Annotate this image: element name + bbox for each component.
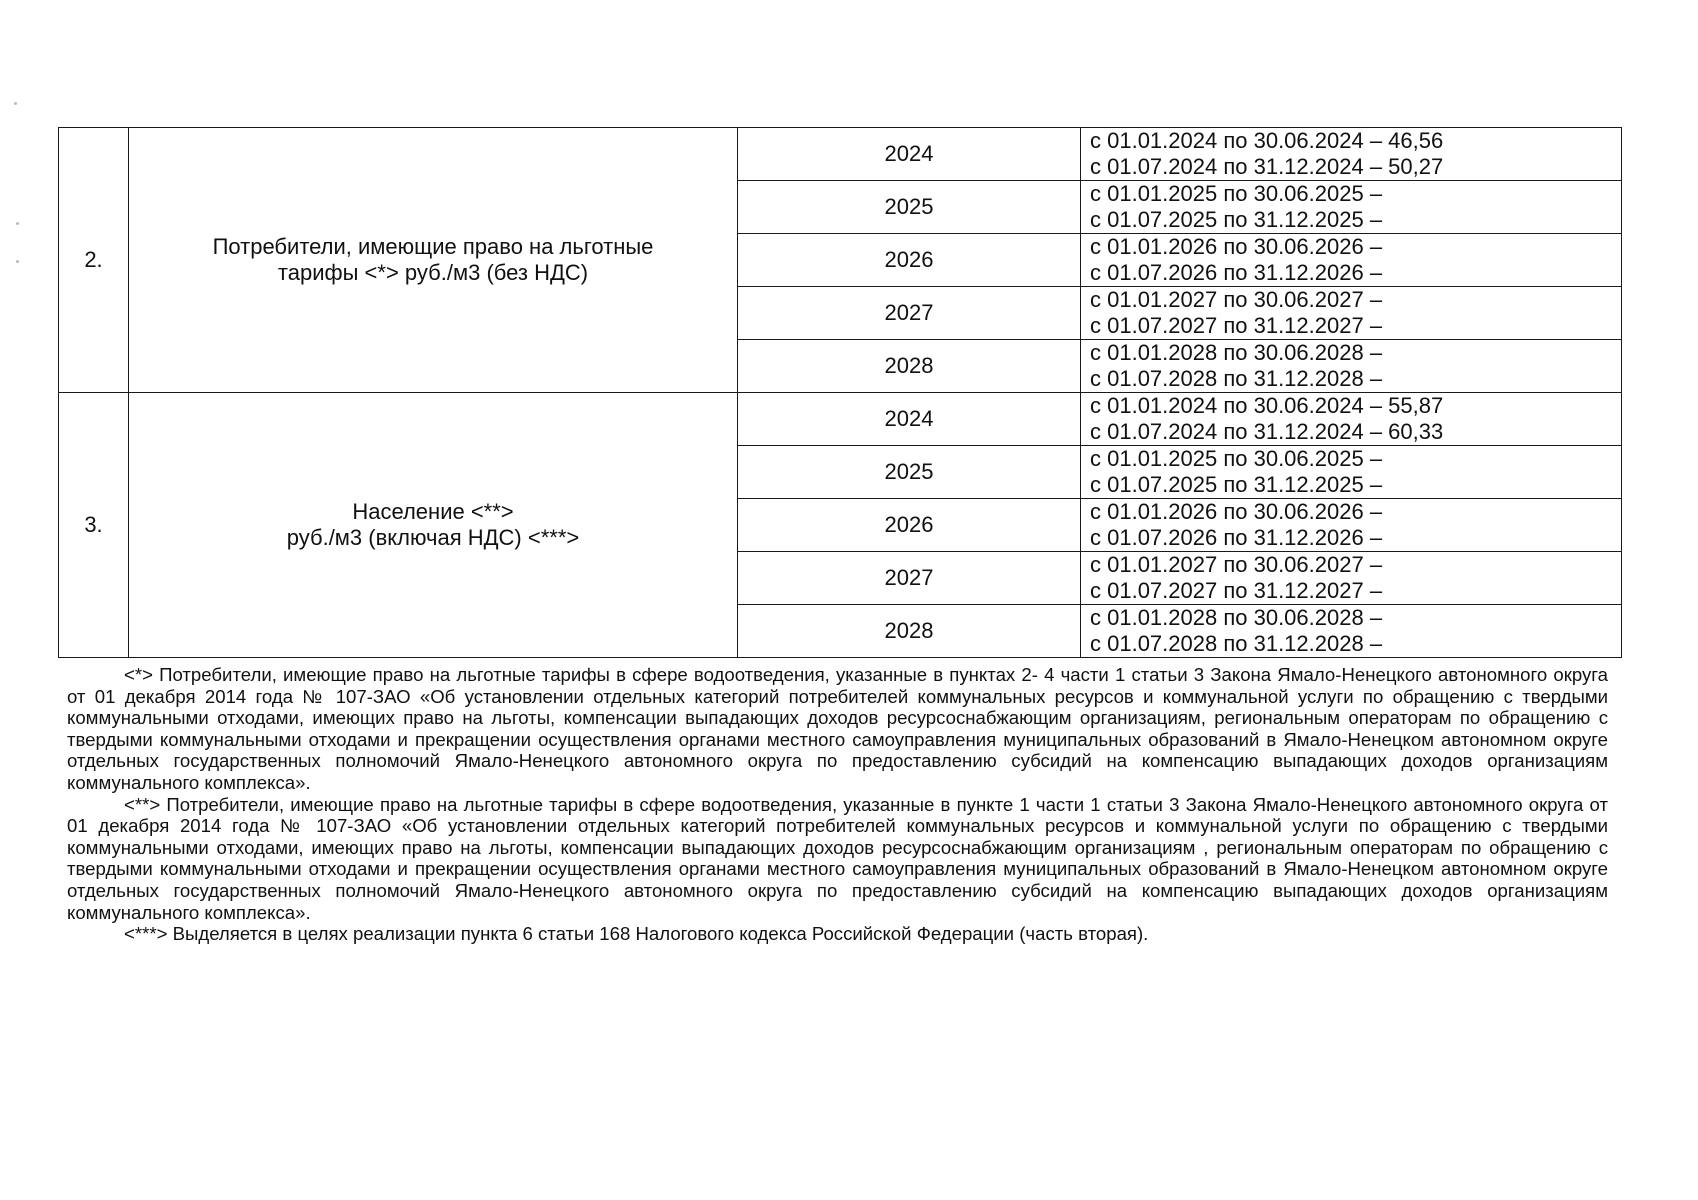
year-cell: 2027 [738, 552, 1081, 605]
tariff-period-line: с 01.01.2024 по 30.06.2024 – 46,56 [1090, 128, 1444, 153]
category-line: Население <**> [352, 499, 514, 524]
tariff-period-line: с 01.07.2025 по 31.12.2025 – [1090, 207, 1383, 232]
tariff-period-line: с 01.07.2028 по 31.12.2028 – [1090, 366, 1383, 391]
tariff-period-line: с 01.01.2027 по 30.06.2027 – [1090, 287, 1383, 312]
table-row [59, 393, 1622, 446]
category-cell [129, 393, 738, 658]
tariff-period-line: с 01.01.2024 по 30.06.2024 – 55,87 [1090, 393, 1444, 418]
footnote-double-asterisk: <**> Потребители, имеющие право на льготные тарифы в сфере водоотведения, указанные в пункте 1 части 1 статьи 3 Закона Ямало-Ненецкого автономного округа от 01 декабря 2014 года № 107-ЗАО «Об установлении отдельных категорий потребителей коммунальных ресурсов и коммунальной услуги по обращению с твердыми коммунальными отходами, имеющих право на льготы, компенсации выпадающих доходов ресурсоснабжающим организациям , региональным операторам по обращению с твердыми коммунальными отходами и прекращении осуществления органами местного самоуправления муниципальных образований в Ямало-Ненецком автономном округе отдельных государственных полномочий Ямало-Ненецкого автономного округа по предоставлению субсидий на компенсацию выпадающих доходов организациям коммунального комплекса». [67, 793, 1608, 923]
year-cell: 2027 [738, 287, 1081, 340]
footnotes [67, 664, 1608, 945]
tariff-value-cell [1081, 446, 1622, 499]
tariff-period-line: с 01.07.2024 по 31.12.2024 – 50,27 [1090, 154, 1444, 179]
tariff-period-line: с 01.01.2026 по 30.06.2026 – [1090, 234, 1383, 259]
category-line: Потребители, имеющие право на льготные [212, 234, 654, 259]
tariff-period-line: с 01.01.2026 по 30.06.2026 – [1090, 499, 1383, 524]
category-line: руб./м3 (включая НДС) <***> [286, 525, 580, 550]
year-cell: 2028 [738, 605, 1081, 658]
year-cell: 2026 [738, 499, 1081, 552]
category-cell [129, 128, 738, 393]
tariff-value-cell [1081, 128, 1622, 181]
scan-speck [14, 102, 17, 105]
tariff-period-line: с 01.07.2026 по 31.12.2026 – [1090, 260, 1383, 285]
year-cell: 2026 [738, 234, 1081, 287]
tariff-value-cell [1081, 340, 1622, 393]
tariff-period-line: с 01.07.2026 по 31.12.2026 – [1090, 525, 1383, 550]
tariff-period-line: с 01.01.2025 по 30.06.2025 – [1090, 446, 1383, 471]
tariff-value-cell [1081, 499, 1622, 552]
tariff-period-line: с 01.01.2028 по 30.06.2028 – [1090, 605, 1383, 630]
tariff-value-cell [1081, 605, 1622, 658]
tariff-period-line: с 01.07.2028 по 31.12.2028 – [1090, 631, 1383, 656]
tariff-value-cell [1081, 552, 1622, 605]
tariff-period-line: с 01.07.2025 по 31.12.2025 – [1090, 472, 1383, 497]
scan-speck [16, 222, 19, 225]
tariff-table [58, 127, 1622, 658]
row-number: 2. [59, 128, 129, 393]
table-row [59, 128, 1622, 181]
tariff-period-line: с 01.07.2027 по 31.12.2027 – [1090, 578, 1383, 603]
tariff-period-line: с 01.01.2025 по 30.06.2025 – [1090, 181, 1383, 206]
scan-speck [16, 260, 19, 263]
row-number: 3. [59, 393, 129, 658]
year-cell: 2025 [738, 181, 1081, 234]
year-cell: 2024 [738, 128, 1081, 181]
tariff-value-cell [1081, 393, 1622, 446]
year-cell: 2025 [738, 446, 1081, 499]
tariff-period-line: с 01.07.2024 по 31.12.2024 – 60,33 [1090, 419, 1444, 444]
tariff-period-line: с 01.01.2027 по 30.06.2027 – [1090, 552, 1383, 577]
year-cell: 2028 [738, 340, 1081, 393]
tariff-value-cell [1081, 181, 1622, 234]
tariff-period-line: с 01.07.2027 по 31.12.2027 – [1090, 313, 1383, 338]
footnote-single-asterisk: <*> Потребители, имеющие право на льготные тарифы в сфере водоотведения, указанные в пунктах 2- 4 части 1 статьи 3 Закона Ямало-Ненецкого автономного округа от 01 декабря 2014 года № 107-ЗАО «Об установлении отдельных категорий потребителей коммунальных ресурсов и коммунальной услуги по обращению с твердыми коммунальными отходами, имеющих право на льготы, компенсации выпадающих доходов ресурсоснабжающим организациям, региональным операторам по обращению с твердыми коммунальными отходами и прекращении осуществления органами местного самоуправления муниципальных образований в Ямало-Ненецком автономном округе отдельных государственных полномочий Ямало-Ненецкого автономного округа по предоставлению субсидий на компенсацию выпадающих доходов организациям коммунального комплекса». [67, 664, 1608, 793]
category-line: тарифы <*> руб./м3 (без НДС) [277, 260, 589, 285]
footnote-triple-asterisk: <***> Выделяется в целях реализации пункта 6 статьи 168 Налогового кодекса Российской Федерации (часть вторая). [124, 923, 1149, 945]
year-cell: 2024 [738, 393, 1081, 446]
tariff-value-cell [1081, 287, 1622, 340]
tariff-value-cell [1081, 234, 1622, 287]
tariff-period-line: с 01.01.2028 по 30.06.2028 – [1090, 340, 1383, 365]
